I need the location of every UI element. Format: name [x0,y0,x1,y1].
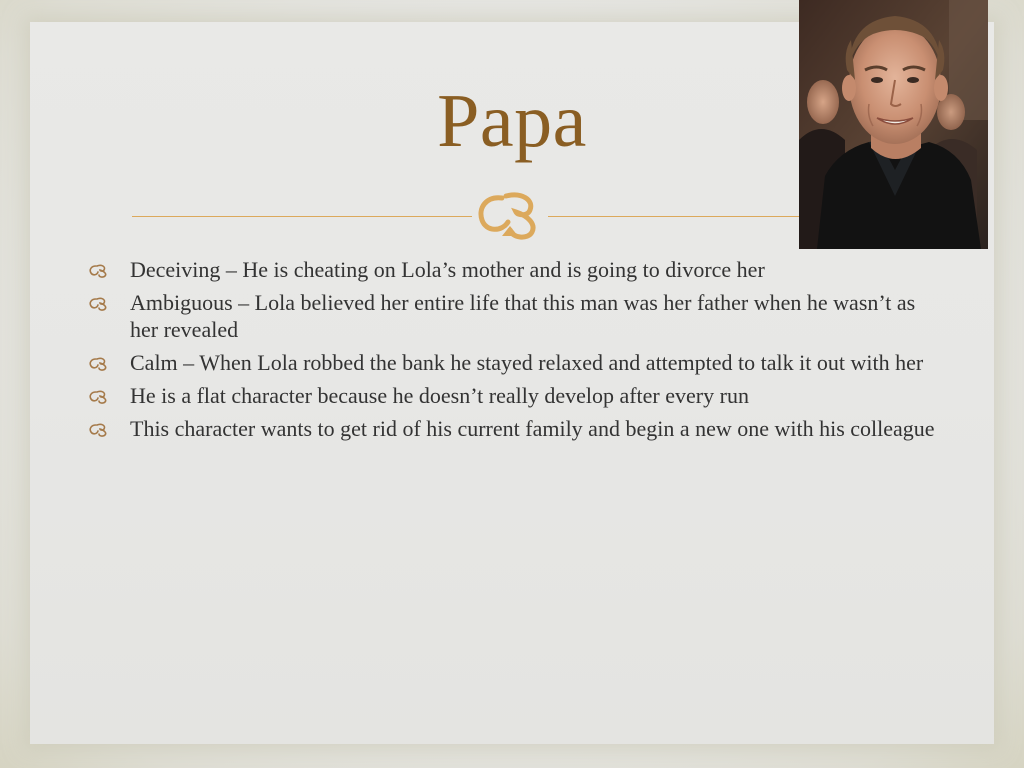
portrait-photo [799,0,988,249]
bullet-list [88,256,948,448]
title-divider-left [132,216,472,217]
list-item [88,415,948,442]
list-item [88,289,948,343]
bullet-text: This character wants to get rid of his current family and begin a new one with his colleague [130,416,935,441]
bullet-text: Ambiguous – Lola believed her entire life that this man was her father when he wasn’t as her revealed [130,290,916,342]
bullet-text: He is a flat character because he doesn’t really develop after every run [130,383,749,408]
fleuron-ornament-icon [472,186,548,242]
list-item [88,382,948,409]
fleuron-bullet-icon [88,296,110,312]
slide-title: Papa [437,79,587,163]
bullet-text: Calm – When Lola robbed the bank he stayed relaxed and attempted to talk it out with her [130,350,924,375]
fleuron-bullet-icon [88,356,110,372]
bullet-text: Deceiving – He is cheating on Lola’s mother and is going to divorce her [130,257,765,282]
list-item [88,256,948,283]
fleuron-bullet-icon [88,263,110,279]
fleuron-bullet-icon [88,389,110,405]
fleuron-bullet-icon [88,422,110,438]
list-item [88,349,948,376]
title-divider-right [548,216,800,217]
